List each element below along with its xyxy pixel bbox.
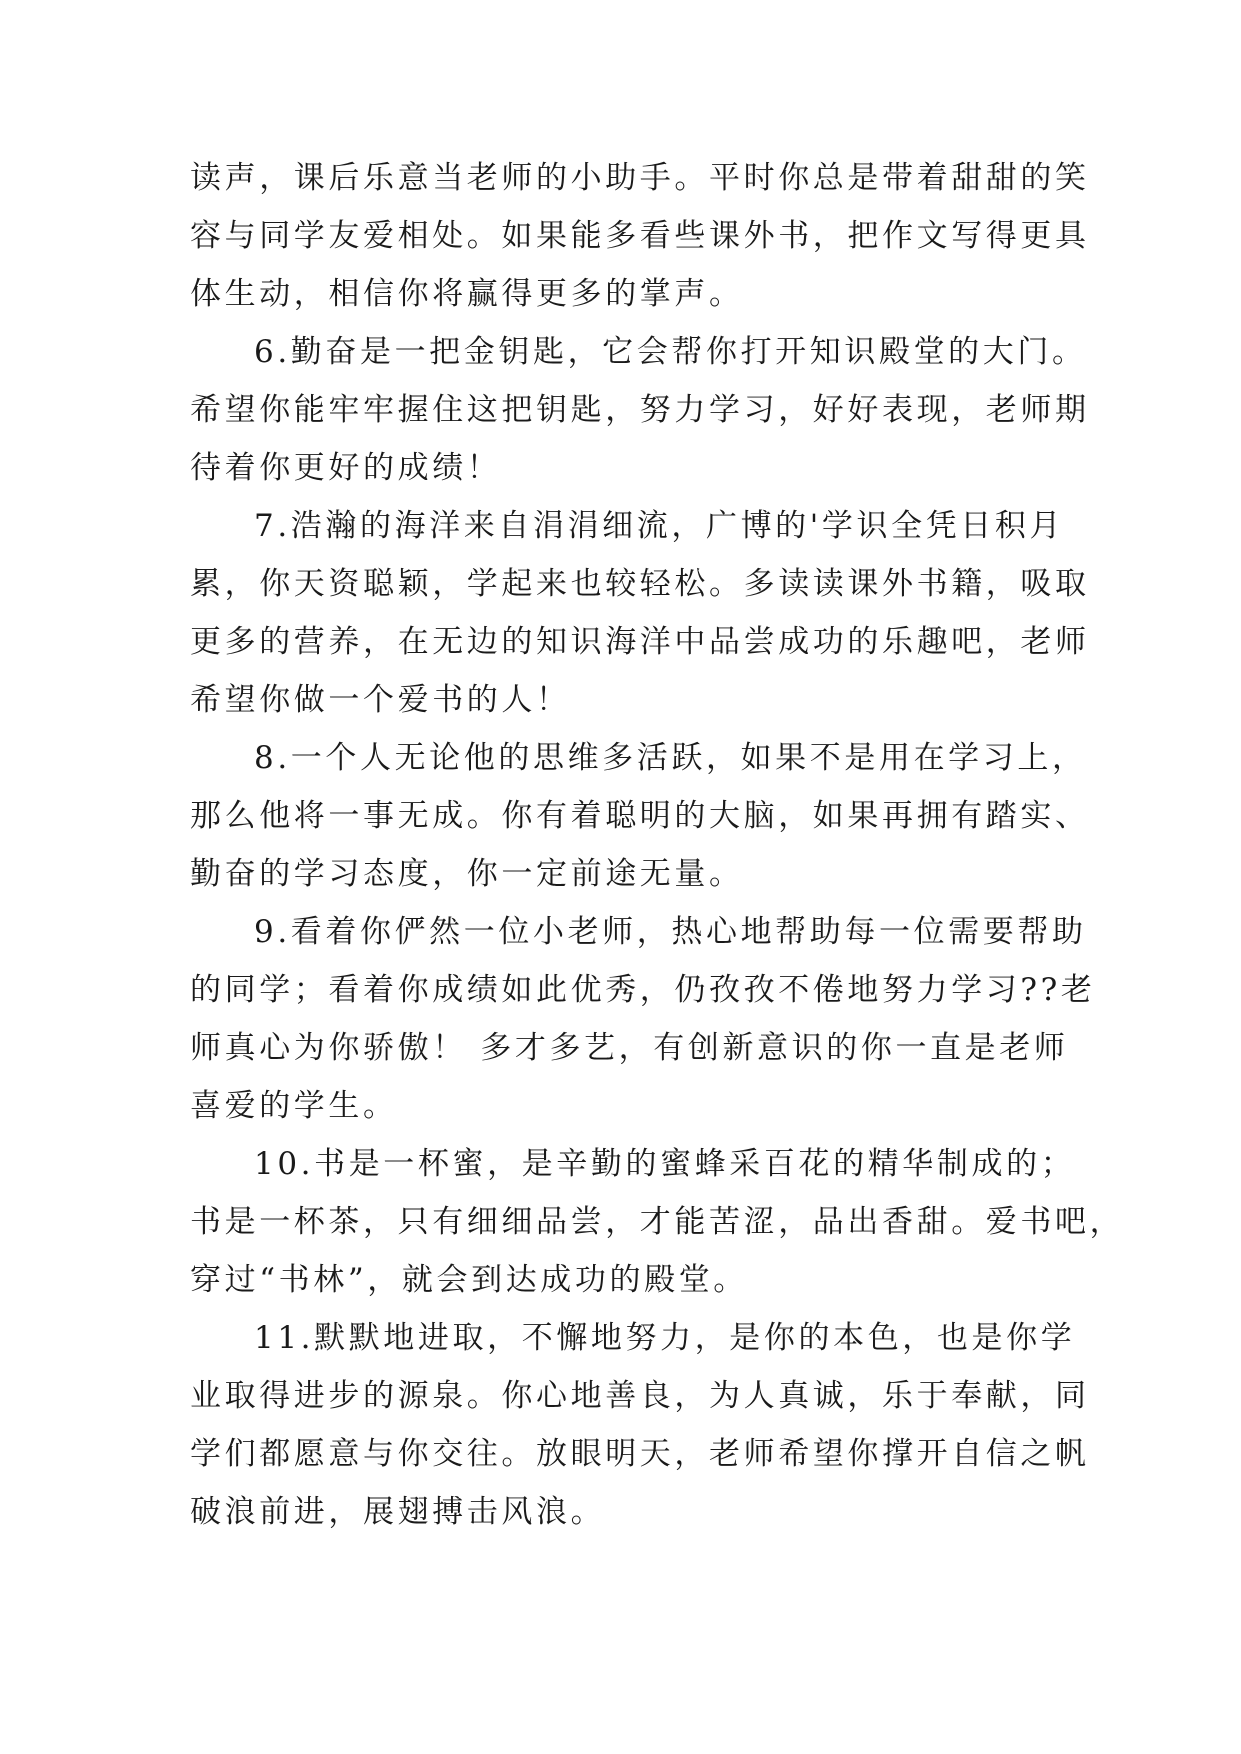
text-line: 11.默默地进取，不懈地努力，是你的本色，也是你学	[254, 1320, 1076, 1356]
text-line: 9.看着你俨然一位小老师，热心地帮助每一位需要帮助	[254, 914, 1087, 950]
paragraph-6	[190, 334, 1090, 486]
text-line: 10.书是一杯蜜，是辛勤的蜜蜂采百花的精华制成的；	[254, 1146, 1076, 1182]
paragraph-7	[190, 508, 1090, 718]
text-line: 读声，课后乐意当老师的小助手。平时你总是带着甜甜的笑	[190, 160, 1090, 196]
text-line: 希望你能牢牢握住这把钥匙，努力学习，好好表现，老师期	[190, 392, 1090, 428]
text-line: 穿过“书林”，就会到达成功的殿堂。	[190, 1262, 748, 1298]
text-line: 喜爱的学生。	[190, 1088, 398, 1124]
text-line: 更多的营养，在无边的知识海洋中品尝成功的乐趣吧，老师	[190, 624, 1090, 660]
text-line: 的同学；看着你成绩如此优秀，仍孜孜不倦地努力学习??老	[190, 972, 1096, 1008]
text-line: 8.一个人无论他的思维多活跃，如果不是用在学习上，	[254, 740, 1087, 776]
text-line: 体生动，相信你将赢得更多的掌声。	[190, 276, 744, 312]
paragraph-5-continued	[190, 160, 1090, 312]
paragraph-10	[190, 1146, 1125, 1298]
text-line: 待着你更好的成绩！	[190, 450, 502, 486]
text-line: 6.勤奋是一把金钥匙，它会帮你打开知识殿堂的大门。	[254, 334, 1087, 370]
text-line: 学们都愿意与你交往。放眼明天，老师希望你撑开自信之帆	[190, 1436, 1090, 1472]
text-line: 7.浩瀚的海洋来自涓涓细流，广博的'学识全凭日积月	[254, 508, 1065, 544]
text-line: 希望你做一个爱书的人！	[190, 682, 571, 718]
text-line: 师真心为你骄傲！ 多才多艺，有创新意识的你一直是老师	[190, 1030, 1069, 1066]
paragraph-8	[190, 740, 1090, 892]
text-line: 书是一杯茶，只有细细品尝，才能苦涩，品出香甜。爱书吧，	[190, 1204, 1125, 1240]
text-line: 勤奋的学习态度，你一定前途无量。	[190, 856, 744, 892]
text-line: 累，你天资聪颖，学起来也较轻松。多读读课外书籍，吸取	[190, 566, 1090, 602]
text-line: 那么他将一事无成。你有着聪明的大脑，如果再拥有踏实、	[190, 798, 1090, 834]
text-line: 业取得进步的源泉。你心地善良，为人真诚，乐于奉献，同	[190, 1378, 1090, 1414]
paragraph-9	[190, 914, 1096, 1124]
text-line: 容与同学友爱相处。如果能多看些课外书，把作文写得更具	[190, 218, 1090, 254]
text-line: 破浪前进，展翅搏击风浪。	[190, 1494, 606, 1530]
paragraph-11	[190, 1320, 1090, 1530]
document-body	[190, 160, 1125, 1552]
